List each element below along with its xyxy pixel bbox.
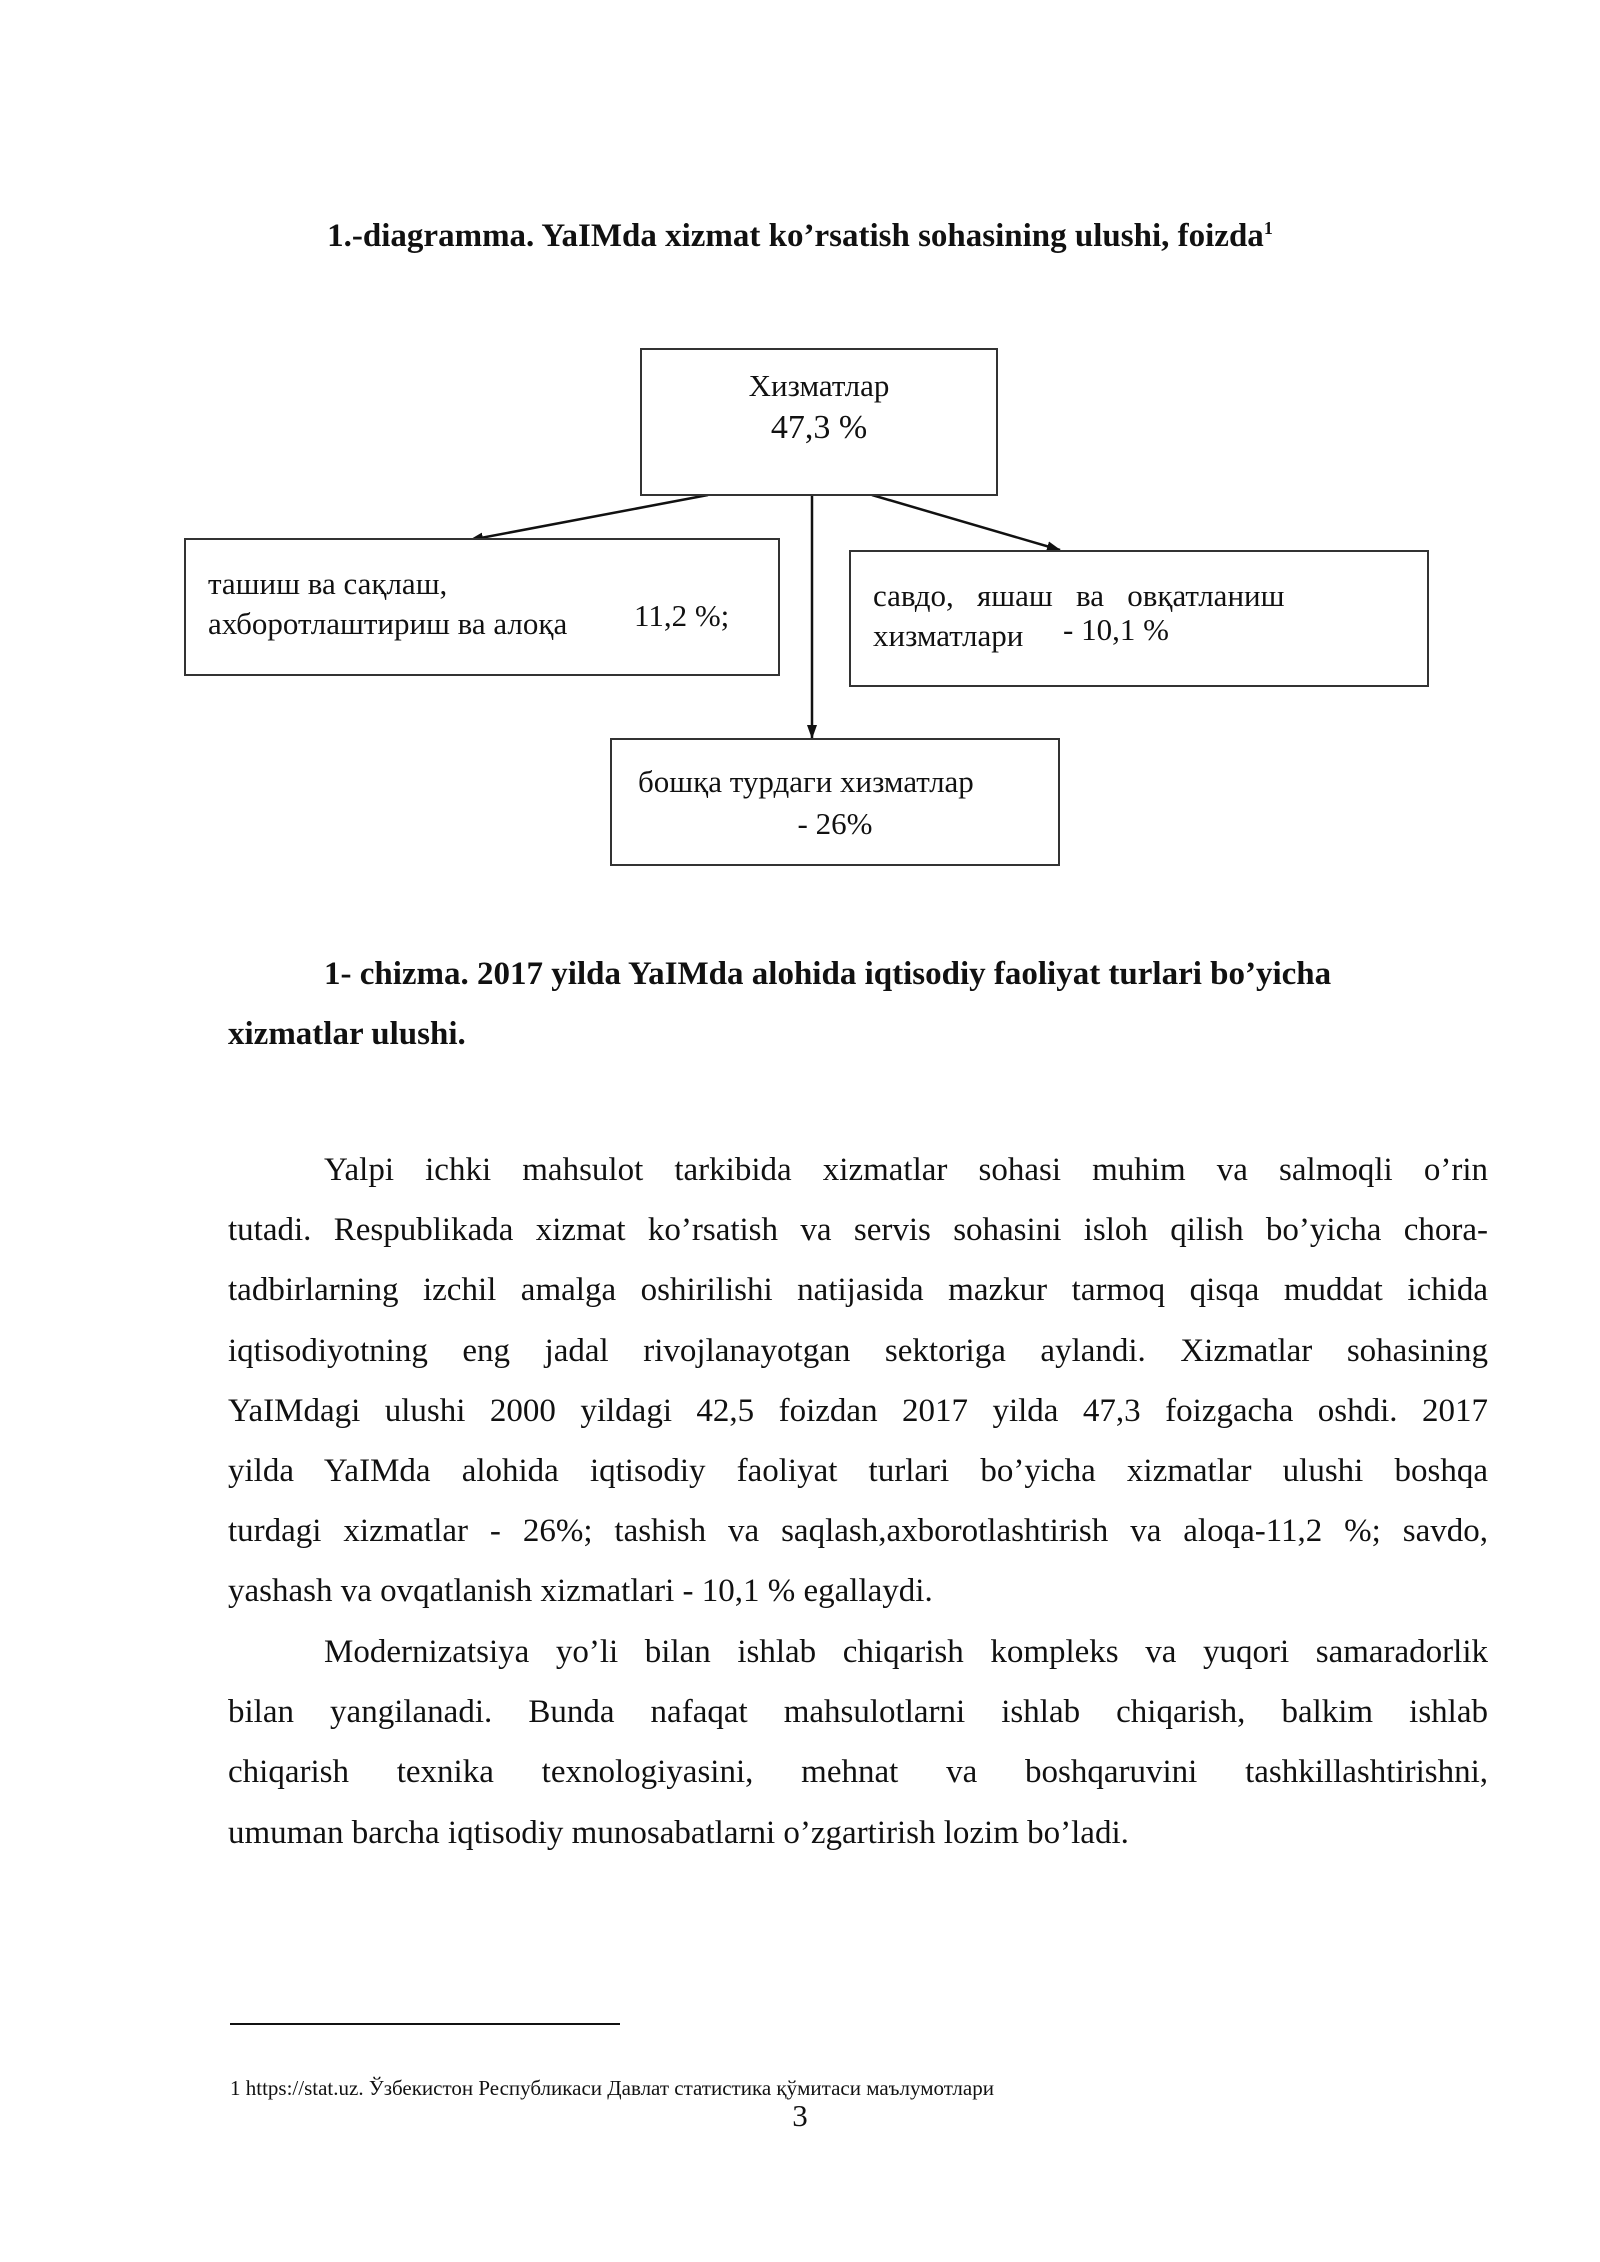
paragraph-1-line: iqtisodiyotning eng jadal rivojlanayotgan sektoriga aylandi. Xizmatlar sohasining [228, 1332, 1488, 1369]
left-box-line1: ташиш ва сақлаш, [208, 566, 448, 601]
footnote-separator [230, 2023, 620, 2025]
bottom-box-line1: бошқа турдаги хизматлар [638, 764, 974, 799]
paragraph-2-line: bilan yangilanadi. Bunda nafaqat mahsulotlarni ishlab chiqarish, balkim ishlab [228, 1694, 1488, 1731]
left-box-value: 11,2 %; [634, 598, 730, 633]
root-label: Хизматлар [748, 368, 890, 403]
paragraph-1-line: turdagi xizmatlar - 26%; tashish va saqlash,axborotlashtirish va aloqa-11,2 %; savdo, [228, 1513, 1488, 1550]
diagram-bottom-box [610, 738, 1060, 866]
diagram-root-box [640, 348, 998, 496]
body-paragraph-2 [228, 1622, 1488, 1863]
paragraph-1-line: yashash va ovqatlanish xizmatlari - 10,1 % egallaydi. [228, 1573, 933, 1610]
left-box-line2: ахборотлаштириш ва алоқа [208, 606, 568, 641]
caption-line-1: 1- chizma. 2017 yilda YaIMda alohida iqtisodiy faoliyat turlari bo’yicha [324, 956, 1332, 992]
figure-title-text: 1.-diagramma. YaIMda xizmat ko’rsatish sohasining ulushi, foizda [327, 218, 1264, 254]
body-paragraph-1 [228, 1140, 1488, 1622]
paragraph-2-line: Modernizatsiya yo’li bilan ishlab chiqarish kompleks va yuqori samaradorlik [324, 1634, 1488, 1670]
paragraph-1-line: tutadi. Respublikada xizmat ko’rsatish va servis sohasini isloh qilish bo’yicha chora- [228, 1212, 1488, 1249]
paragraph-2-line: chiqarish texnika texnologiyasini, mehnat va boshqaruvini tashkillashtirishni, [228, 1754, 1488, 1791]
paragraph-1-line: Yalpi ichki mahsulot tarkibida xizmatlar sohasi muhim va salmoqli o’rin [324, 1152, 1488, 1188]
diagram-left-box [184, 538, 780, 676]
footnote-text: 1 https://stat.uz. Ўзбекистон Республикаси Давлат статистика қўмитаси маълумотлари [230, 2076, 994, 2100]
arrow-to-left-box [470, 495, 708, 540]
diagram-right-box [849, 550, 1429, 687]
paragraph-1-line: tadbirlarning izchil amalga oshirilishi natijasida mazkur tarmoq qisqa muddat ichida [228, 1272, 1488, 1309]
paragraph-2-line: umuman barcha iqtisodiy munosabatlarni o’zgartirish lozim bo’ladi. [228, 1814, 1129, 1851]
footnote-reference: 1 [1263, 218, 1273, 238]
paragraph-1-line: YaIMdagi ulushi 2000 yildagi 42,5 foizdan 2017 yilda 47,3 foizgacha oshdi. 2017 [228, 1392, 1488, 1429]
right-box-line1: савдо, яшаш ва овқатланиш [873, 578, 1285, 613]
page-number: 3 [792, 2098, 808, 2133]
root-value: 47,3 % [770, 409, 868, 446]
paragraph-1-line: yilda YaIMda alohida iqtisodiy faoliyat turlari bo’yicha xizmatlar ulushi boshqa [228, 1453, 1488, 1490]
arrow-to-right-box [872, 495, 1060, 550]
chart-caption [228, 944, 1488, 1064]
bottom-box-line2: - 26% [797, 806, 873, 841]
right-box-line2: хизматлари [873, 618, 1024, 653]
caption-line-2: xizmatlar ulushi. [228, 1016, 466, 1052]
right-box-value: - 10,1 % [1063, 612, 1169, 647]
